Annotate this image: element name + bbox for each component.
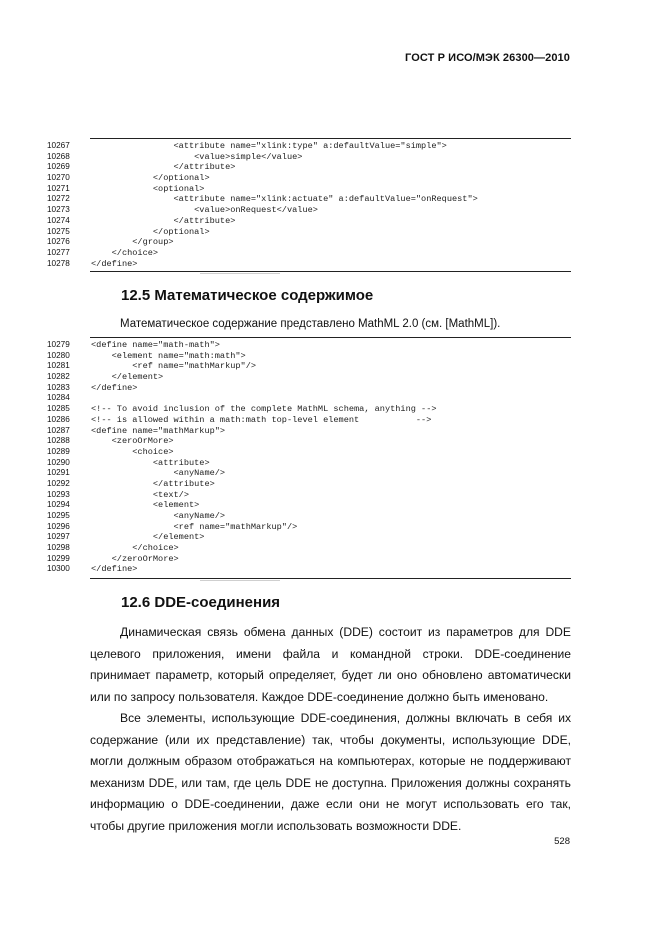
code-text: </define> bbox=[91, 258, 138, 269]
code-line bbox=[47, 152, 571, 163]
code-text: </define> bbox=[91, 564, 138, 575]
document-header: ГОСТ Р ИСО/МЭК 26300—2010 bbox=[405, 52, 570, 64]
line-number: 10276 bbox=[47, 237, 70, 247]
section-12-6-title: 12.6 DDE-соединения bbox=[121, 594, 281, 611]
code-text: <choice> bbox=[91, 446, 174, 457]
line-number: 10280 bbox=[47, 350, 70, 360]
code-text: </element> bbox=[91, 532, 205, 543]
code-text: <value>onRequest</value> bbox=[91, 205, 318, 216]
line-number: 10298 bbox=[47, 543, 70, 553]
code-line bbox=[47, 194, 571, 205]
code-line bbox=[47, 184, 571, 195]
code-line bbox=[47, 500, 571, 511]
line-number: 10295 bbox=[47, 511, 70, 520]
line-number: 10291 bbox=[47, 468, 70, 478]
code-line bbox=[47, 351, 571, 362]
code-text: </attribute> bbox=[91, 215, 236, 226]
code-line bbox=[47, 415, 571, 426]
code-top-rule bbox=[90, 337, 571, 338]
code-line bbox=[47, 216, 571, 227]
line-number: 10277 bbox=[47, 247, 70, 257]
code-text: <element> bbox=[91, 500, 200, 511]
code-line bbox=[47, 436, 571, 447]
code-text: <attribute> bbox=[91, 457, 210, 468]
code-line bbox=[47, 259, 571, 270]
line-number: 10292 bbox=[47, 478, 70, 488]
code-text: <ref name="mathMarkup"/> bbox=[91, 361, 257, 372]
line-number: 10275 bbox=[47, 226, 70, 236]
section-12-5-title: 12.5 Математическое содержимое bbox=[121, 287, 374, 304]
code-bottom-rule bbox=[90, 271, 571, 272]
section-12-6-paragraph: Все элементы, использующие DDE-соединения, должны включать в себя их содержание (или их представление) так, чтобы документы, использующие DDE, могли должным образом отображаться на компьютерах, которые не поддерживают механизм DDE, или там, где цель DDE не доступна. Приложения должны сохранять информацию о DDE-соединении, даже если они не могут использовать его так, чтобы другие приложения могли использовать возможности DDE. bbox=[90, 711, 571, 833]
code-line bbox=[47, 248, 571, 259]
code-text: </optional> bbox=[91, 226, 210, 237]
line-number: 10267 bbox=[47, 141, 70, 150]
section-12-5-text: Математическое содержание представлено MathML 2.0 (см. [MathML]). bbox=[120, 318, 501, 330]
line-number: 10299 bbox=[47, 553, 70, 563]
code-line bbox=[47, 205, 571, 216]
code-line bbox=[47, 141, 571, 152]
code-line bbox=[47, 479, 571, 490]
line-number: 10279 bbox=[47, 340, 70, 349]
code-text: </zeroOrMore> bbox=[91, 553, 179, 564]
line-number: 10288 bbox=[47, 436, 70, 446]
line-number: 10294 bbox=[47, 500, 70, 510]
scan-artifact bbox=[200, 273, 280, 274]
code-text: </group> bbox=[91, 237, 174, 248]
code-line bbox=[47, 447, 571, 458]
line-number: 10268 bbox=[47, 151, 70, 161]
code-text: </choice> bbox=[91, 247, 159, 258]
line-number: 10274 bbox=[47, 215, 70, 225]
code-text: <anyName/> bbox=[91, 511, 226, 521]
code-block-2 bbox=[47, 340, 571, 575]
code-text: </attribute> bbox=[91, 162, 236, 173]
code-line bbox=[47, 340, 571, 351]
line-number: 10300 bbox=[47, 564, 70, 574]
code-top-rule bbox=[90, 138, 571, 139]
line-number: 10273 bbox=[47, 205, 70, 215]
line-number: 10296 bbox=[47, 521, 70, 531]
code-line bbox=[47, 522, 571, 533]
line-number: 10278 bbox=[47, 258, 70, 268]
code-line bbox=[47, 532, 571, 543]
code-bottom-rule bbox=[90, 578, 571, 579]
line-number: 10287 bbox=[47, 425, 70, 435]
code-line bbox=[47, 227, 571, 238]
code-text: <anyName/> bbox=[91, 468, 226, 479]
code-line bbox=[47, 468, 571, 479]
line-number: 10282 bbox=[47, 372, 70, 382]
line-number: 10285 bbox=[47, 404, 70, 414]
line-number: 10293 bbox=[47, 489, 70, 499]
code-line bbox=[47, 426, 571, 437]
code-text: <text/> bbox=[91, 489, 189, 500]
line-number: 10269 bbox=[47, 162, 70, 172]
code-text: <optional> bbox=[91, 183, 205, 194]
code-line bbox=[47, 237, 571, 248]
code-text: </choice> bbox=[91, 543, 179, 554]
code-text: </optional> bbox=[91, 173, 210, 184]
code-text: <!-- is allowed within a math:math top-level element --> bbox=[91, 414, 432, 425]
line-number: 10297 bbox=[47, 532, 70, 542]
code-text: <define name="mathMarkup"> bbox=[91, 425, 226, 436]
code-line bbox=[47, 162, 571, 173]
code-text: </attribute> bbox=[91, 478, 215, 489]
code-text: <value>simple</value> bbox=[91, 151, 303, 162]
page-number: 528 bbox=[554, 836, 570, 847]
line-number: 10289 bbox=[47, 446, 70, 456]
code-line bbox=[47, 383, 571, 394]
section-12-6-paragraph: Динамическая связь обмена данных (DDE) состоит из параметров для DDE целевого приложения, имени файла и командной строки. DDE-соединение принимает параметр, который определяет, будет ли оно обновлено автоматически или по запросу пользователя. Каждое DDE-соединение должно быть именовано. bbox=[90, 625, 571, 704]
line-number: 10281 bbox=[47, 361, 70, 371]
line-number: 10283 bbox=[47, 382, 70, 392]
code-line bbox=[47, 173, 571, 184]
code-line bbox=[47, 511, 571, 522]
code-text: <zeroOrMore> bbox=[91, 436, 174, 447]
scan-artifact bbox=[200, 580, 280, 581]
code-text: <element name="math:math"> bbox=[91, 350, 246, 361]
line-number: 10286 bbox=[47, 414, 70, 424]
code-line bbox=[47, 361, 571, 372]
line-number: 10270 bbox=[47, 173, 70, 183]
code-text: <attribute name="xlink:type" a:defaultValue="simple"> bbox=[91, 141, 447, 151]
code-line bbox=[47, 372, 571, 383]
code-line bbox=[47, 404, 571, 415]
code-line bbox=[47, 458, 571, 469]
code-text: <!-- To avoid inclusion of the complete MathML schema, anything --> bbox=[91, 404, 437, 415]
code-line bbox=[47, 554, 571, 565]
line-number: 10284 bbox=[47, 393, 70, 403]
code-text: <define name="math-math"> bbox=[91, 340, 220, 350]
code-line bbox=[47, 490, 571, 501]
code-text: <ref name="mathMarkup"/> bbox=[91, 521, 298, 532]
line-number: 10272 bbox=[47, 194, 70, 204]
code-text: </define> bbox=[91, 382, 138, 393]
code-text: </element> bbox=[91, 372, 164, 383]
line-number: 10290 bbox=[47, 457, 70, 467]
code-text: <attribute name="xlink:actuate" a:defaultValue="onRequest"> bbox=[91, 194, 478, 205]
code-line bbox=[47, 543, 571, 554]
code-line bbox=[47, 393, 571, 404]
code-line bbox=[47, 564, 571, 575]
code-block-1 bbox=[47, 141, 571, 269]
line-number: 10271 bbox=[47, 183, 70, 193]
